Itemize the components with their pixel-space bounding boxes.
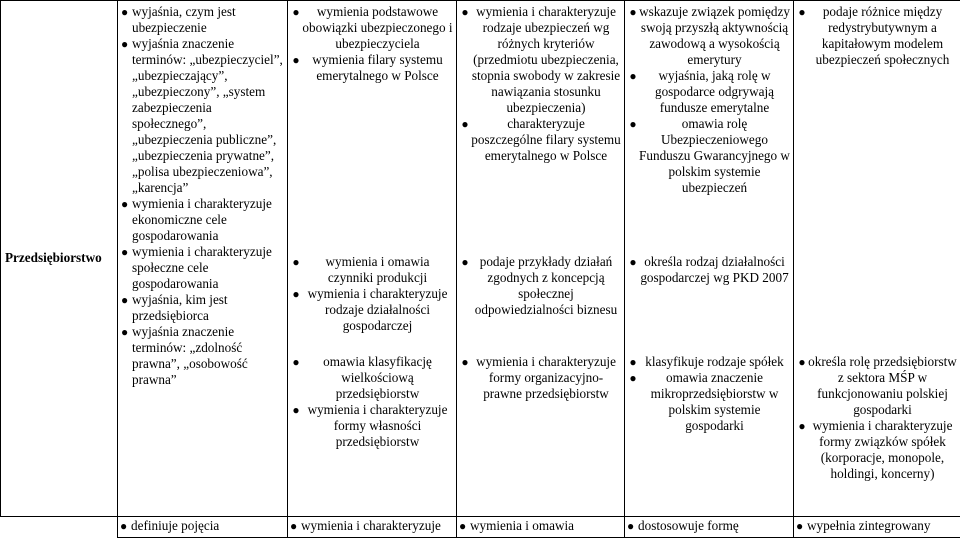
column-3-cell xyxy=(457,1,625,517)
item-group xyxy=(460,354,621,402)
list-item xyxy=(460,4,621,116)
footer-text: wymienia i charakteryzuje xyxy=(301,517,441,533)
row-header-cell xyxy=(1,1,118,517)
bullet-icon: ● xyxy=(121,325,129,339)
bullet-icon: ● xyxy=(292,287,300,301)
item-group xyxy=(797,4,957,68)
bullet-icon: ● xyxy=(121,5,129,19)
list-item xyxy=(797,354,957,418)
list-item xyxy=(291,52,453,84)
item-group xyxy=(628,354,790,434)
column-content xyxy=(460,4,621,499)
column-4-cell xyxy=(625,1,794,517)
bullet-icon: ● xyxy=(292,53,300,67)
list-item-text: wyjaśnia, jaką rolę w gospodarce odgrywają fundusze emerytalne xyxy=(654,68,774,115)
list-item xyxy=(628,354,790,370)
list-item xyxy=(460,116,621,164)
list-item-text: wyjaśnia znaczenie terminów: „zdolność prawna”, „osobowość prawna” xyxy=(132,324,248,387)
list-item xyxy=(460,354,621,402)
bullet-icon: ● xyxy=(121,197,129,211)
list-item-text: wymienia i charakteryzuje formy związków spółek (korporacje, monopole, holdingi, koncerny) xyxy=(812,418,953,481)
list-item-text: wymienia i charakteryzuje formy własności przedsiębiorstw xyxy=(307,402,448,449)
list-item xyxy=(291,286,453,334)
footer-cell-2 xyxy=(288,516,457,538)
list-item-text: wyjaśnia, czym jest ubezpieczenie xyxy=(132,4,236,35)
bullet-icon: ● xyxy=(629,255,637,269)
footer-text: definiuje pojęcia xyxy=(131,517,220,533)
item-group xyxy=(460,4,621,164)
bullet-icon: ● xyxy=(121,245,129,259)
column-1-cell xyxy=(118,1,288,517)
bullet-icon: ● xyxy=(627,518,635,533)
bullet-icon: ● xyxy=(798,355,806,369)
bullet-icon: ● xyxy=(796,518,804,533)
bullet-icon: ● xyxy=(120,518,128,533)
list-item xyxy=(121,4,284,36)
list-item xyxy=(291,402,453,450)
list-item-text: omawia rolę Ubezpieczeniowego Funduszu Gwarancyjnego w polskim systemie ubezpieczeń xyxy=(639,116,790,195)
list-item-text: wyjaśnia, kim jest przedsiębiorca xyxy=(132,292,228,323)
footer-item xyxy=(290,518,441,533)
list-item xyxy=(628,370,790,434)
bullet-icon: ● xyxy=(292,5,300,19)
item-group xyxy=(460,254,621,318)
bullet-icon: ● xyxy=(629,355,637,369)
list-item-text: wymienia i charakteryzuje rodzaje ubezpieczeń wg różnych kryteriów (przedmiotu ubezpieczenia, stopnia swobody w zakresie nawiązania stosunku ubezpieczenia) xyxy=(471,4,621,115)
bullet-icon: ● xyxy=(461,255,469,269)
footer-cell-4 xyxy=(625,516,794,538)
list-item xyxy=(628,116,790,196)
list-item-text: wymienia i charakteryzuje formy organizacyjno-prawne przedsiębiorstw xyxy=(476,354,616,401)
list-item xyxy=(797,4,957,68)
column-2-cell xyxy=(288,1,457,517)
list-item-text: określa rodzaj działalności gospodarczej wg PKD 2007 xyxy=(640,254,789,285)
footer-cell-1 xyxy=(118,516,288,538)
list-item xyxy=(121,196,284,244)
column-content xyxy=(628,4,790,499)
bullet-icon: ● xyxy=(629,371,637,385)
footer-item xyxy=(459,518,574,533)
item-group xyxy=(121,4,284,388)
bullet-icon: ● xyxy=(459,518,467,533)
list-item xyxy=(291,4,453,52)
bullet-icon: ● xyxy=(121,37,129,51)
footer-cell-5 xyxy=(794,516,960,538)
list-item-text: wskazuje związek pomiędzy swoją przyszłą aktywnością zawodową a wysokością emerytury xyxy=(639,4,790,67)
bullet-icon: ● xyxy=(121,293,129,307)
column-content xyxy=(291,4,453,499)
bullet-icon: ● xyxy=(290,518,298,533)
footer-text: dostosowuje formę xyxy=(638,517,739,533)
list-item xyxy=(628,254,790,286)
bullet-icon: ● xyxy=(461,355,469,369)
bullet-icon: ● xyxy=(629,69,637,83)
item-group xyxy=(291,254,453,334)
footer-item xyxy=(120,518,219,533)
item-group xyxy=(628,254,790,286)
list-item xyxy=(460,254,621,318)
list-item-text: klasyfikuje rodzaje spółek xyxy=(645,354,784,369)
bullet-icon: ● xyxy=(292,403,300,417)
list-item-text: omawia klasyfikację wielkościową przedsiębiorstw xyxy=(323,354,432,401)
bullet-icon: ● xyxy=(798,5,806,19)
bullet-icon: ● xyxy=(629,5,637,19)
list-item xyxy=(628,68,790,116)
item-group xyxy=(797,354,957,482)
bullet-icon: ● xyxy=(292,255,300,269)
list-item-text: podaje różnice między redystrybutywnym a kapitałowym modelem ubezpieczeń społecznych xyxy=(815,4,950,67)
list-item-text: omawia znaczenie mikroprzedsiębiorstw w polskim systemie gospodarki xyxy=(650,370,779,433)
row-header-label: Przedsiębiorstwo xyxy=(5,250,102,266)
bullet-icon: ● xyxy=(292,355,300,369)
list-item xyxy=(121,292,284,324)
list-item xyxy=(291,254,453,286)
list-item-text: określa rolę przedsiębiorstw z sektora MŚP w funkcjonowaniu polskiej gospodarki xyxy=(808,354,957,417)
footer-item xyxy=(796,518,930,533)
list-item-text: charakteryzuje poszczególne filary systemu emerytalnego w Polsce xyxy=(471,116,621,163)
list-item xyxy=(121,324,284,388)
bullet-icon: ● xyxy=(629,117,637,131)
list-item xyxy=(291,354,453,402)
footer-text: wymienia i omawia xyxy=(470,517,575,533)
bullet-icon: ● xyxy=(461,117,469,131)
list-item xyxy=(121,244,284,292)
list-item-text: wyjaśnia znaczenie terminów: „ubezpieczyciel”, „ubezpieczający”, „ubezpieczony”, „system zabezpieczenia społecznego”, „ubezpieczenia publiczne”, „ubezpieczenia prywatne”, „polisa ubezpieczeniowa”, „karencja” xyxy=(132,36,283,195)
bullet-icon: ● xyxy=(798,419,806,433)
list-item-text: wymienia i charakteryzuje rodzaje działalności gospodarczej xyxy=(307,286,448,333)
item-group xyxy=(628,4,790,196)
column-content xyxy=(797,4,957,499)
column-5-cell xyxy=(794,1,960,517)
list-item xyxy=(797,418,957,482)
footer-text: wypełnia zintegrowany xyxy=(807,517,931,533)
footer-cell-3 xyxy=(457,516,625,538)
list-item xyxy=(121,36,284,196)
list-item-text: wymienia podstawowe obowiązki ubezpieczonego i ubezpieczyciela xyxy=(302,4,453,51)
column-content xyxy=(121,4,284,499)
bullet-icon: ● xyxy=(461,5,469,19)
item-group xyxy=(291,4,453,84)
list-item-text: wymienia i charakteryzuje społeczne cele gospodarowania xyxy=(132,244,272,291)
list-item-text: podaje przykłady działań zgodnych z koncepcją społecznej odpowiedzialności biznesu xyxy=(474,254,618,317)
footer-spacer xyxy=(1,516,118,538)
footer-item xyxy=(627,518,739,533)
list-item-text: wymienia filary systemu emerytalnego w Polsce xyxy=(312,52,443,83)
item-group xyxy=(291,354,453,450)
list-item-text: wymienia i omawia czynniki produkcji xyxy=(325,254,430,285)
list-item-text: wymienia i charakteryzuje ekonomiczne cele gospodarowania xyxy=(132,196,272,243)
list-item xyxy=(628,4,790,68)
